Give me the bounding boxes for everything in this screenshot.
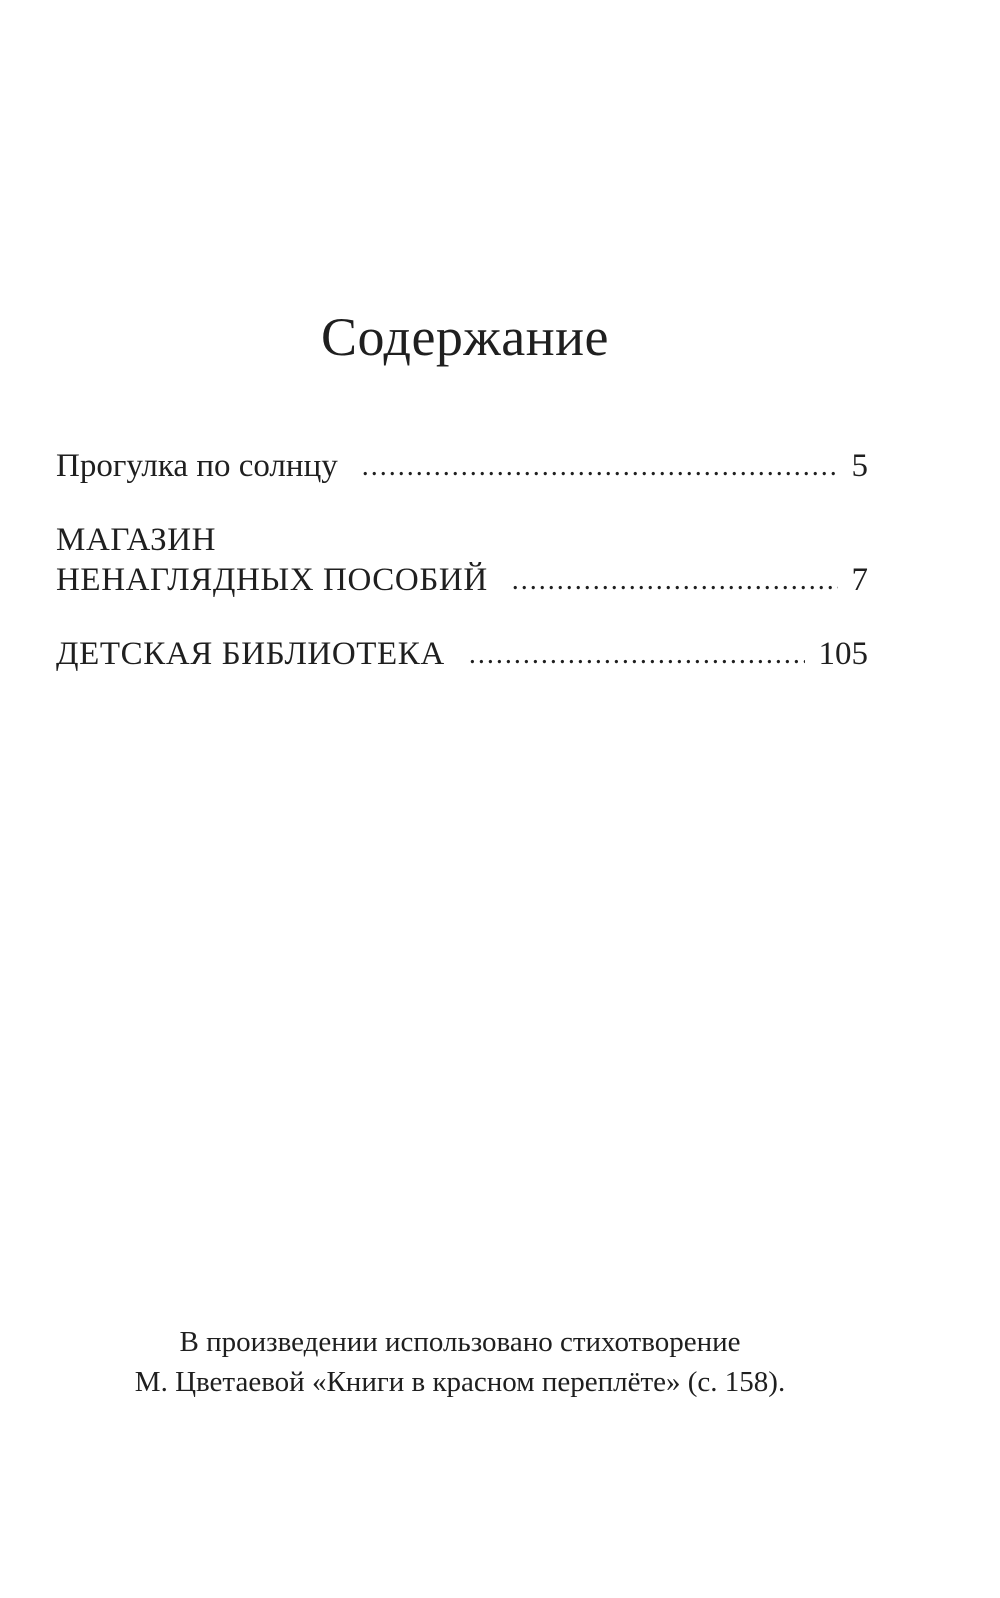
footnote-line: В произведении использовано стихотворение — [179, 1326, 741, 1358]
toc-page-number: 7 — [851, 562, 868, 598]
dot-leader — [469, 636, 805, 674]
dot-leader — [512, 562, 838, 600]
table-of-contents — [56, 446, 868, 674]
toc-entry-title: ДЕТСКАЯ БИБЛИОТЕКА — [56, 636, 445, 672]
toc-entry-title: МАГАЗИН НЕНАГЛЯДНЫХ ПОСОБИЙ — [56, 522, 488, 598]
page-title: Содержание — [321, 307, 609, 367]
toc-entry-shop[interactable] — [56, 520, 868, 600]
toc-page-number: 5 — [851, 448, 868, 484]
toc-entry-title: Прогулка по солнцу — [56, 448, 338, 484]
toc-entry-childrens-library[interactable] — [56, 634, 868, 674]
toc-entry-walk-in-the-sun[interactable] — [56, 446, 868, 486]
footnote-line: М. Цветаевой «Книги в красном переплёте» (с. 158). — [134, 1366, 786, 1398]
dot-leader — [362, 448, 838, 486]
footnote — [0, 1322, 920, 1402]
toc-page-number: 105 — [818, 636, 868, 672]
